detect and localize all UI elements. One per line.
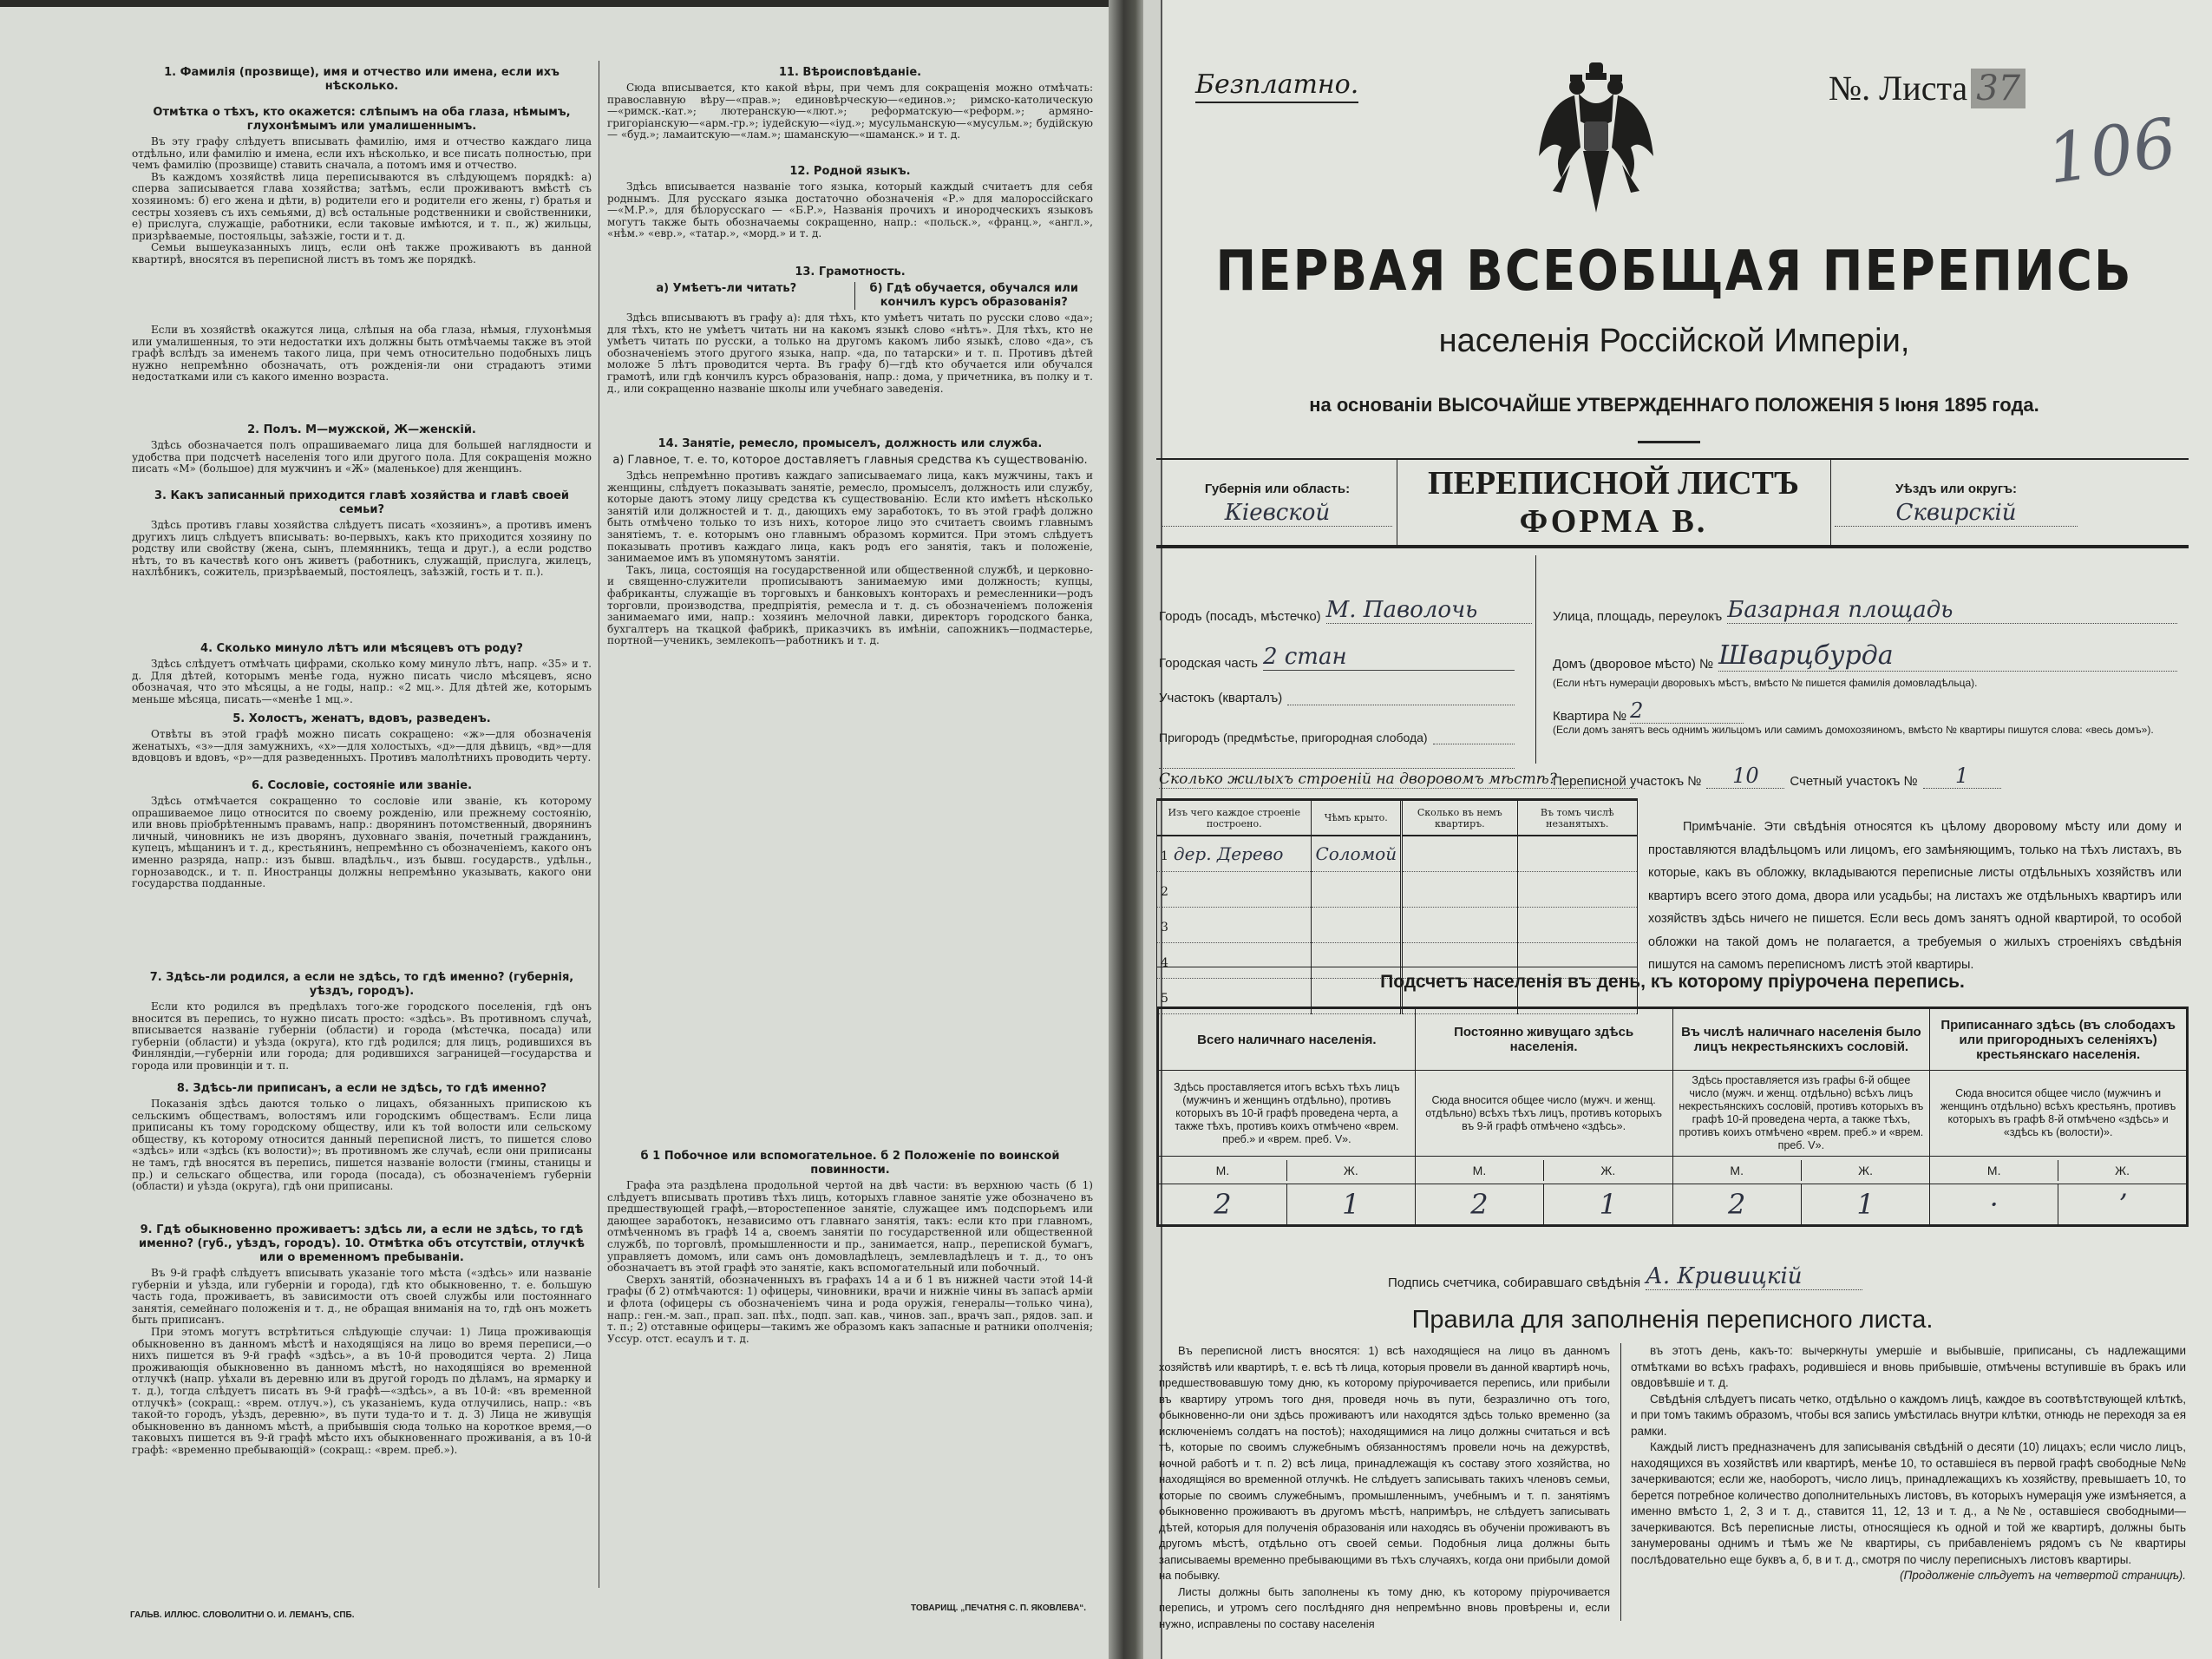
suburb-field	[1159, 731, 1515, 744]
apartment-label: Квартира №	[1553, 709, 1627, 724]
district-label: Участокъ (кварталъ)	[1159, 691, 1283, 705]
rules-heading: Правила для заполненія переписного листа.	[1411, 1306, 1934, 1334]
instruction-section	[132, 325, 592, 422]
section-heading: 2. Полъ. М—мужской, Ж—женскій.	[247, 423, 476, 436]
population-subtable	[1159, 1184, 1415, 1224]
population-heading: Подсчетъ населенія въ день, къ которому пріурочена перепись.	[1380, 972, 1965, 992]
population-column-title: Въ числѣ наличнаго населенія было лицъ некрестьянскихъ сословій.	[1672, 1008, 1930, 1071]
instruction-paragraph: Здѣсь отмѣчается сокращенно то сословіе или званіе, къ которому опрашиваемое лицо относится по своему рожденію, или прежнему состоянію, или вновь пріобрѣтеннымъ правамъ, напр.: дворянинъ потомственный, дворянинъ личный, чиновникъ не изъ дворянъ, духовнаго званія, почетный гражданинъ, купецъ, мѣщанинъ и т. д., крестьянинъ, непремѣнно съ обозначеніемъ, какого онъ именно разряда, напр.: изъ бывш. владѣльч., изъ бывш. государств., удѣльн., горнозаводск., и т. п. Иностранцы должны непремѣнно указывать, какого они государства подданные.	[132, 795, 592, 890]
structures-row	[1157, 871, 1638, 907]
sheet-label: №. Листа	[1829, 69, 1968, 108]
uezd-field	[1835, 482, 2078, 527]
gubernia-field	[1162, 482, 1392, 527]
divider	[1535, 555, 1536, 764]
structures-note: Примѣчаніе. Эти свѣдѣнія относятся къ цѣлому дворовому мѣсту или дому и проставляются владѣльцомъ или лицомъ, его замѣняющимъ, только на тѣхъ листахъ, въ которые, какъ въ обложку, вкладываются переписные листы отдѣльныхъ хозяйствъ или квартиръ всего этого дома, двора или усадьбы; на листахъ же отдѣльныхъ квартиръ или хозяйствъ здѣсь ничего не пишется. Если весь домъ занятъ одной квартирой, то особой обложки на такой домъ не полагается, а требуемыя о жилыхъ строеніяхъ свѣдѣнія пишутся на самомъ переписномъ листѣ этой квартиры.	[1648, 820, 2182, 972]
suburb-value	[1433, 731, 1515, 744]
city-part-value: 2 стан	[1263, 644, 1515, 671]
structures-header-cell: Чѣмъ крыто.	[1312, 801, 1402, 836]
male-label: М.	[1930, 1160, 2058, 1181]
instruction-paragraph: Здѣсь вписываютъ въ графу а): для тѣхъ, кто умѣетъ читать по русски слово «да»; для тѣхъ, кто не умѣетъ читать ни на какомъ языкѣ слово «нѣтъ». Для тѣхъ, кто не умѣетъ читать по русски, а только на другомъ какомъ либо языкѣ, слово «да», съ обозначеніемъ этого другого языка, напр. «да, по татарски» и т. п. Противъ дѣтей моложе 5 лѣтъ проводится черта. Въ графу б)—гдѣ кто обучается или обучался грамотѣ, или гдѣ кончилъ курсъ образованія, напр.: дома, у причетника, въ полку и т. д., или сокращенно названіе школы или учебнаго заведенія.	[607, 311, 1093, 395]
form-title	[1401, 464, 1826, 541]
section-heading: 8. Здѣсь-ли приписанъ, а если не здѣсь, то гдѣ именно?	[176, 1082, 547, 1095]
male-count: 2	[1159, 1184, 1286, 1224]
gubernia-value: Кіевской	[1162, 500, 1392, 527]
male-count: 2	[1673, 1184, 1802, 1224]
census-subtitle: населенія Россійской Имперіи,	[1438, 323, 1910, 359]
population-subrow	[1930, 1184, 2186, 1224]
divider	[1156, 458, 2189, 460]
instruction-paragraph: Семьи вышеуказанныхъ лицъ, если онѣ также проживаютъ въ данной квартирѣ, вносятся въ переписной листъ въ томъ же порядкѣ.	[132, 241, 592, 266]
printer-footer-right: ТОВАРИЩ. „ПЕЧАТНЯ С. П. ЯКОВЛЕВА“.	[911, 1603, 1087, 1613]
section-heading: 3. Какъ записанный приходится главѣ хозяйства и главѣ своей семьи?	[154, 489, 570, 516]
instructions-column-1	[132, 0, 592, 1597]
rules-continued-note: (Продолженіе слѣдуетъ на четвертой страницѣ).	[1900, 1569, 2186, 1582]
uezd-label: Уѣздъ или округъ:	[1895, 482, 2018, 496]
instruction-paragraph: Здѣсь непремѣнно противъ каждаго записываемаго лица, какъ мужчины, такъ и женщины, слѣдуетъ показывать занятіе, ремесло, промыселъ, должность или службу, которые даютъ этому лицу средства къ существованію. Если кто имѣетъ нѣсколько занятій или должностей и т. д., дающихъ ему заработокъ, то въ этой графѣ должно быть отмѣчено только то изъ нихъ, которое лицо это считаетъ своимъ главнымъ занятіемъ, т. е. которымъ оно главнымъ образомъ кормится. При этомъ слѣдуетъ показывать противъ каждаго лица, какъ родъ его занятія, такъ и положеніе, занимаемое имъ въ упомянутомъ занятіи.	[607, 469, 1093, 565]
structures-row	[1157, 836, 1638, 871]
population-subtable	[1416, 1184, 1672, 1224]
row-number: 2	[1161, 884, 1168, 899]
instruction-paragraph: Сюда вписывается, кто какой вѣры, при чемъ для сокращенія можно отмѣчать: православную вѣру—«прав.»; единовѣрческую—«единов.»; римско-католическую—«римск.-кат.»; лютеранскую—«лют.»; реформатскую—«реформ.»; армяно-григоріанскую—«арм.-гр.»; іудейскую—«іуд.»; мусульманскую—«мусульм.»; будійскую — «буд.»; ламаитскую—«лам.»; шаманскую—«шаманск.» и т. д.	[607, 82, 1093, 141]
district-value	[1287, 691, 1515, 705]
census-area-label: Переписной участокъ №	[1553, 774, 1702, 789]
structures-row	[1157, 907, 1638, 942]
section-heading: Отмѣтка о тѣхъ, кто окажется: слѣпымъ на оба глаза, нѣмымъ, глухонѣмымъ или умалишеннымъ.	[153, 106, 571, 133]
instruction-paragraph: Въ 9-й графѣ слѣдуетъ вписывать указаніе того мѣста («здѣсь» или названіе губерніи и уѣзда, или губерніи и города), гдѣ кто обыкновенно, т. е. большую часть года, проживаетъ, въ зависимости отъ своей службы или постояннаго занятія, семейнаго положенія и т. д., не обращая вниманія на то, гдѣ онъ можетъ быть приписанъ.	[132, 1267, 592, 1327]
population-column-description: Сюда вносится общее число (мужчинъ и женщинъ отдѣльно) всѣхъ крестьянъ, противъ которыхъ въ графѣ 8-й отмѣчено «здѣсь» и «здѣсь къ (волости)».	[1930, 1071, 2188, 1157]
instruction-paragraph: Графа эта раздѣлена продольной чертой на двѣ части: въ верхнюю часть (б 1) слѣдуетъ вписывать противъ тѣхъ лицъ, которыхъ главное занятіе уже обозначено въ предшествующей графѣ,—второстепенное занятіе, служащее имъ подспорьемъ или дающее заработокъ, независимо отъ главнаго занятія, такъ: если кто при главномъ, отмѣченномъ въ графѣ 14 а, своемъ занятіи по государственной или общественной службѣ, по торговлѣ, промышленности и пр., занимается, напр., перепиской бумагъ, управляетъ домомъ, или самъ онъ домовладѣлецъ, землевладѣлецъ и т. д., то онъ обозначаетъ въ этой графѣ это занятіе, какъ вспомогательный или побочный.	[607, 1179, 1093, 1275]
section-heading: 1. Фамилія (прозвище), имя и отчество или имена, если ихъ нѣсколько.	[164, 66, 560, 93]
section-heading: 7. Здѣсь-ли родился, а если не здѣсь, то гдѣ именно? (губернія, уѣздъ, городъ).	[149, 971, 574, 998]
population-column-title: Всего наличнаго населенія.	[1158, 1008, 1416, 1071]
population-subtable	[1930, 1160, 2186, 1181]
vacant-value	[1517, 836, 1637, 871]
structures-question: Сколько жилыхъ строеній на дворовомъ мѣстѣ?	[1159, 770, 1635, 789]
form-title-variant: ФОРМА В.	[1519, 503, 1708, 540]
instruction-section	[132, 712, 592, 777]
form-title-main: ПЕРЕПИСНОЙ ЛИСТЪ	[1428, 465, 1799, 502]
roof-value	[1312, 871, 1402, 907]
city-value: М. Паволочь	[1326, 597, 1532, 624]
rules-paragraph: въ этотъ день, какъ-то: вычеркнуты умершіе и выбывшіе, приписаны, съ надлежащими отмѣтками во всѣхъ графахъ, родившіеся и вновь прибывшіе, отмѣчены вступившіе въ бракъ или овдовѣвшіе и т. д.	[1631, 1344, 2186, 1389]
instruction-paragraph: Въ эту графу слѣдуетъ вписывать фамилію, имя и отчество каждаго лица отдѣльно, или фамилію и имена, если ихъ нѣсколько, и все писать полностью, при чемъ фамилію (прозвище) ставить сначала, а потомъ имя и отчество.	[132, 135, 592, 172]
census-area-value: 10	[1706, 764, 1784, 789]
instruction-paragraph: Въ каждомъ хозяйствѣ лица переписываются въ слѣдующемъ порядкѣ: а) сперва записывается глава хозяйства; затѣмъ, если проживаютъ вмѣстѣ съ хозяиномъ: б) его жена и дѣти, в) родители его и родители его жены, г) братья и сестры хозяевъ съ ихъ семьями, д) всѣ остальные родственники и свойственники, е) прислуга, служащіе, работники, если таковые имѣются, и т. п., ж) жильцы, призрѣваемые, постояльцы, заѣзжіе, гости и т. д.	[132, 170, 592, 242]
population-column-description: Здѣсь проставляется изъ графы 6-й общее число (мужч. и женщ. отдѣльно) всѣхъ лицъ некрестьянскихъ сословій, противъ которыхъ въ графѣ 10-й проведена черта, а также тѣхъ, противъ коихъ отмѣчено «врем. преб.» и «врем. преб. V».	[1672, 1071, 1930, 1157]
apartment-value: 2	[1630, 698, 1744, 724]
structures-header-cell: Въ томъ числѣ незанятыхъ.	[1517, 801, 1637, 836]
female-label: Ж.	[1600, 1163, 1616, 1177]
instruction-section	[607, 266, 1093, 436]
instruction-section	[132, 1082, 592, 1222]
city-field	[1159, 597, 1532, 624]
apartments-value	[1402, 907, 1517, 942]
population-subrow	[1159, 1160, 1415, 1181]
roof-value	[1312, 907, 1402, 942]
city-label: Городъ (посадъ, мѣстечко)	[1159, 609, 1321, 624]
population-subtable	[1416, 1160, 1672, 1181]
population-subtable	[1930, 1184, 2186, 1224]
subheading-a: а) Умѣетъ-ли читать?	[656, 282, 797, 295]
instruction-section	[132, 489, 592, 640]
house-value: Шварцбурда	[1718, 640, 2177, 672]
rules-paragraph: Въ переписной листъ вносятся: 1) всѣ находящіеся на лицо въ данномъ хозяйствѣ или квартирѣ, т. е. всѣ тѣ лица, которыя провели въ данной квартирѣ ночь, предшествовавшую тому дню, къ которому пріурочивается перепись, или прибыли въ квартиру утромъ того дня, проведя ночь въ пути, безразлично отъ того, обыкновенно-ли они здѣсь проживаютъ или находятся здѣсь только временно (за исключеніемъ солдатъ на постоѣ); находящимися на лицо должны считаться и всѣ тѣ, которые по своимъ служебнымъ обязанностямъ провели ночь на дежурствѣ, ночной работѣ и т. п. 2) всѣ лица, принадлежащія къ составу этого хозяйства, но находящіяся во временной отлучкѣ. Не слѣдуетъ записывать такихъ членовъ семьи, которые по своимъ служебнымъ, промышленнымъ, учебнымъ и т. п. занятіямъ обыкновенно проживаютъ въ другомъ мѣстѣ, напримѣръ, не слѣдуетъ записывать дѣтей, которыя для полученія образованія или находясь въ обученіи проживаютъ въ другомъ мѣстѣ, отдѣльно отъ своей семьи. Подобныя лица должны быть записываемы временно пребывающими въ тѣхъ случаяхъ, когда они прибыли домой на побывку.	[1159, 1344, 1610, 1582]
population-subtable	[1673, 1160, 1930, 1181]
blank-line	[1159, 768, 1515, 769]
section-heading: 13. Грамотность.	[795, 266, 906, 279]
female-count: 1	[1856, 1188, 1875, 1221]
coat-of-arms-icon	[1535, 61, 1657, 217]
section-heading: б 1 Побочное или вспомогательное. б 2 Положеніе по воинской повинности.	[640, 1150, 1060, 1177]
instruction-paragraph: Сверхъ занятій, обозначенныхъ въ графахъ 14 а и б 1 въ нижней части этой 14-й графы (б 2) отмѣчаются: 1) офицеры, чиновники, врачи и нижніе чины въ запасѣ армiи и флота (офицеры съ обозначеніемъ чина и рода оружія, генералы—только чина), напр.: ген.-м. зап., прап. зап. пѣх., подп. зап. кав., чинов. зап., врачъ зап., рядов. зап. и т. п.; 2) отставные офицеры—такимъ же образомъ какъ запасные и ратники ополченія; Уссур. отст. есаулъ и т. д.	[607, 1273, 1093, 1345]
apartments-value	[1402, 871, 1517, 907]
archive-number-handwritten: 106	[2042, 104, 2182, 200]
population-table	[1156, 1007, 2189, 1227]
book-spine	[1109, 0, 1147, 1659]
city-part-field	[1159, 644, 1515, 671]
sheet-number-value: 37	[1971, 69, 2025, 108]
population-subtable	[1673, 1184, 1930, 1224]
population-subcells	[1158, 1157, 1416, 1184]
instruction-paragraph: Показанія здѣсь даются только о лицахъ, обязанныхъ припискою къ сельскимъ обществамъ, волостямъ или городскимъ обществамъ. Если лица приписаны къ тому городскому обществу, или къ той волости или сельскому обществу, къ которому относится данный переписной листъ, то пишется слово «здѣсь» или «здѣсь (къ волости)»; въ противномъ же случаѣ, если они приписаны не тамъ, гдѣ вносятся въ перепись, пишется названіе волости (гмины, станицы и пр.) и сельскаго общества, или города (посада), съ обозначеніемъ губерніи (области) и уѣзда (округа), гдѣ они приписаны.	[132, 1098, 592, 1193]
population-subrow	[1930, 1160, 2186, 1181]
male-label: М.	[1416, 1160, 1544, 1181]
rules-column-2	[1631, 1343, 2186, 1629]
rules-paragraph: Свѣдѣнія слѣдуетъ писать четко, отдѣльно о каждомъ лицѣ, каждое въ соотвѣтствующей клѣткѣ, и при томъ такимъ образомъ, чтобы вся запись умѣстилась внутри клѣтки, отнюдь не переходя за ея рамки.	[1631, 1392, 2186, 1438]
section-heading: 6. Сословіе, состояніе или званіе.	[251, 779, 473, 792]
street-value: Базарная площадь	[1727, 597, 2177, 624]
instruction-paragraph: Здѣсь вписывается названіе того языка, который каждый считаетъ для себя роднымъ. Для русскаго языка достаточно обозначенія «Р.» для малороссійскаго—«М.Р.», для бѣлорусскаго — «Б.Р.», Названія прочихъ и инородческихъ языковъ могутъ также быть обозначаемы сокращенно, напр.: «польск.», «франц.», «англ.», «нѣм.» «евр.», «татар.», «морд.» и т. д.	[607, 180, 1093, 240]
vacant-value	[1517, 907, 1637, 942]
structures-header-cell: Изъ чего каждое строеніе построено.	[1157, 801, 1312, 836]
population-subtable	[1159, 1160, 1415, 1181]
section-heading: 12. Родной языкъ.	[789, 165, 911, 178]
house-note: (Если нѣтъ нумераціи дворовыхъ мѣстъ, вмѣсто № пишется фамилія домовладѣльца).	[1553, 677, 1978, 689]
rules-column-1	[1159, 1343, 1610, 1629]
structures-material-cell	[1157, 907, 1312, 942]
instruction-section	[132, 106, 592, 323]
structures-material-cell	[1157, 871, 1312, 907]
census-title: ПЕРВАЯ ВСЕОБЩАЯ ПЕРЕПИСЬ	[1215, 239, 2133, 304]
population-subcells	[1672, 1184, 1930, 1226]
instruction-section	[132, 971, 592, 1080]
material-value: дер. Дерево	[1173, 843, 1284, 864]
signature-field	[1388, 1263, 1862, 1290]
population-subrow	[1673, 1184, 1930, 1224]
instruction-section	[607, 165, 1093, 264]
section-heading: 5. Холостъ, женатъ, вдовъ, разведенъ.	[232, 712, 491, 725]
row-number: 5	[1161, 991, 1168, 1006]
instruction-paragraph: Отвѣты въ этой графѣ можно писать сокращено: «ж»—для обозначенія женатыхъ, «з»—для замужнихъ, «х»—для холостыхъ, «д»—для дѣвицъ, «вд»—для вдовцовъ и вдовъ, «р»—для разведенныхъ. Противъ малолѣтнихъ проводить черту.	[132, 728, 592, 764]
population-column-description: Здѣсь проставляется итогъ всѣхъ тѣхъ лицъ (мужчинъ и женщинъ отдѣльно), противъ которыхъ въ 10-й графѣ проведена черта, а также тѣхъ, противъ коихъ отмѣчено «врем. преб.» и «врем. преб. V».	[1158, 1071, 1416, 1157]
population-subcells	[1672, 1157, 1930, 1184]
section-heading: 4. Сколько минуло лѣтъ или мѣсяцевъ отъ роду?	[200, 642, 523, 655]
sheet-number-label	[1829, 68, 2025, 108]
signature-label: Подпись счетчика, собиравшаго свѣдѣнія	[1388, 1275, 1641, 1290]
instruction-section	[132, 423, 592, 488]
free-of-charge-label: Безплатно.	[1195, 69, 1358, 103]
female-count: ʼ	[2117, 1188, 2127, 1221]
divider	[1156, 545, 2189, 548]
rules-paragraph: Каждый листъ предназначенъ для записыванія свѣдѣній о десяти (10) лицахъ; если число лицъ, находящихся въ хозяйствѣ или квартирѣ, менѣе 10, то оставшіеся въ первой графѣ свободные №№ зачеркиваются; если же, наоборотъ, число лицъ, принадлежащихъ къ хозяйству, превышаетъ 10, то берется потребное количество дополнительныхъ листовъ, въ которыхъ нумерація уже измѣняется, а именно вмѣсто 1, 2, 3 и т. д., ставится 11, 12, 13 и т. д., а №№, оставшіеся свободными—зачеркиваются. Всѣ переписные листы, относящіеся къ одной и той же квартирѣ, должны быть занумерованы однимъ и тѣмъ же № квартиры, съ прибавленіемъ рядомъ съ № квартиры послѣдовательно еще буквъ а, б, в и т. д., смотря по числу переписныхъ листовъ квартиры.	[1631, 1440, 2186, 1566]
instruction-section	[132, 642, 592, 711]
instruction-section	[132, 66, 592, 104]
instruction-section	[607, 437, 1093, 1148]
instruction-paragraph: Если кто родился въ предѣлахъ того-же городского поселенія, гдѣ онъ вносится въ перепись, то нужно писать просто: «здѣсь». Въ противномъ случаѣ, вписывается названіе губерніи (области) и города (мѣстечка, посада) или губерніи (области) и уѣзда (округа), кто гдѣ родился; для лицъ, родившихся въ Финляндіи,—губерніи или города; для родившихся заграницей—государства и города или провинціи и т. п.	[132, 1000, 592, 1072]
section-heading: 14. Занятіе, ремесло, промыселъ, должность или служба.	[658, 437, 1043, 450]
suburb-label: Пригородъ (предмѣстье, пригородная слобода)	[1159, 731, 1428, 744]
uezd-value: Сквирскій	[1835, 500, 2078, 527]
population-subrow	[1159, 1184, 1415, 1224]
apartments-value	[1402, 836, 1517, 871]
female-count: 1	[1342, 1188, 1360, 1221]
population-subrow	[1673, 1160, 1930, 1181]
female-count: 1	[1599, 1188, 1617, 1221]
male-count: ·	[1930, 1184, 2058, 1224]
population-subcells	[1930, 1184, 2188, 1226]
census-area-field	[1553, 764, 2160, 789]
instruction-section	[132, 779, 592, 969]
column-divider	[1620, 1343, 1621, 1621]
instruction-paragraph: Здѣсь противъ главы хозяйства слѣдуетъ писать «хозяинъ», а противъ именъ другихъ лицъ слѣдуетъ вписывать: во-первыхъ, какъ кто приходится хозяину по родству или свойству (жена, сынъ, племянникъ, теща и друг.), а если родство нѣтъ, то въ качествѣ кого онъ живетъ (работникъ, служащій, прислуга, жилецъ, нахлѣбникъ, сожитель, призрѣваемый, постоялецъ, заѣзжій, гость и т. п.).	[132, 519, 592, 579]
female-label: Ж.	[1858, 1163, 1873, 1177]
section-subheading: а) Главное, т. е. то, которое доставляетъ главныя средства къ существованію.	[612, 454, 1088, 467]
population-column-description: Сюда вносится общее число (мужч. и женщ. отдѣльно) всѣхъ тѣхъ лицъ, противъ которыхъ въ 9-й графѣ отмѣчено «здѣсь».	[1415, 1071, 1672, 1157]
apartment-note: (Если домъ занятъ весь однимъ жильцомъ или самимъ домохозяиномъ, вмѣсто № квартиры пишутся слова: «весь домъ»).	[1553, 724, 2154, 736]
row-number: 4	[1161, 955, 1168, 970]
enumerator-signature: А. Кривицкій	[1646, 1263, 1862, 1290]
vacant-value	[1517, 871, 1637, 907]
population-subcells	[1415, 1184, 1672, 1226]
population-subrow	[1416, 1160, 1672, 1181]
city-part-label: Городская часть	[1159, 656, 1258, 671]
roof-value: Соломой	[1312, 836, 1402, 871]
census-legal-basis: на основаніи ВЫСОЧАЙШЕ УТВЕРЖДЕННАГО ПОЛОЖЕНІЯ 5 Іюня 1895 года.	[1309, 394, 2039, 416]
row-number: 3	[1161, 920, 1168, 934]
section-heading: 9. Гдѣ обыкновенно проживаетъ: здѣсь ли, а если не здѣсь, то гдѣ именно? (губ., уѣздъ, городъ). 10. Отмѣтка объ отсутствіи, отлучкѣ или о временномъ пребываніи.	[139, 1223, 585, 1264]
instruction-paragraph: Здѣсь обозначается полъ опрашиваемаго лица для большей наглядности и удобства при подсчетѣ населенія того или другого пола. Для сокращенія можно писать «М» (большое) для мужчинъ и «Ж» (маленькое) для женщинъ.	[132, 439, 592, 475]
female-label: Ж.	[2115, 1163, 2130, 1177]
male-label: М.	[1673, 1160, 1802, 1181]
literacy-subheadings	[607, 282, 1093, 310]
count-area-value: 1	[1923, 764, 2001, 789]
female-label: Ж.	[1343, 1163, 1358, 1177]
apartment-field	[1553, 698, 1744, 724]
structures-table	[1156, 798, 1638, 1006]
instruction-paragraph: Если въ хозяйствѣ окажутся лица, слѣпыя на оба глаза, нѣмыя, глухонѣмыя или умалишенныя, то эти недостатки ихъ должны быть отмѣчаемы также въ этой графѣ вслѣдъ за именемъ такого лица, при чемъ относительно подобныхъ лицъ нужно непремѣнно обозначать, отъ рожденія-ли они страдаютъ этими недостатками или съ какого именно возраста.	[132, 325, 592, 384]
divider	[1830, 458, 1831, 547]
structures-header-cell: Сколько въ немъ квартиръ.	[1402, 801, 1517, 836]
row-number: 1	[1161, 849, 1168, 863]
instruction-paragraph: Такъ, лица, состоящія на государственной или общественной службѣ, и церковно- и священно-служители прописываютъ занимаемую ими должность; купцы, фабриканты, служащіе въ торговыхъ и банковыхъ конторахъ и ремесленники—родъ торговли, производства, предпріятія, ремесла и т. д. съ обозначеніемъ положенія занимаемаго ими, напр.: хозяинъ мелочной лавки, директоръ городского банка, бухгалтеръ на ткацкой фабрикѣ, приказчикъ въ имѣніи, сапожникъ—подмастерье, портной—ученикъ, землекопъ—работникъ и т. д.	[607, 563, 1093, 647]
street-field	[1553, 597, 2177, 624]
population-subrow	[1416, 1184, 1672, 1224]
population-subcells	[1415, 1157, 1672, 1184]
divider	[1638, 441, 1700, 443]
count-area-label: Счетный участокъ №	[1790, 774, 1918, 789]
house-field	[1553, 640, 2177, 672]
instructions-column-2	[607, 0, 1093, 1597]
instruction-section	[132, 1223, 592, 1595]
population-column-title: Приписаннаго здѣсь (въ слободахъ или пригородныхъ селеніяхъ) крестьянскаго населенія.	[1930, 1008, 2188, 1071]
male-count: 2	[1416, 1184, 1544, 1224]
instruction-paragraph: Здѣсь слѣдуетъ отмѣчать цифрами, сколько кому минуло лѣтъ, напр. «35» и т. д. Для дѣтей, которымъ менѣе года, нужно писать число мѣсяцевъ, ясно обозначая, что это мѣсяцы, а не годы, напр.: «2 мц.». Для дѣтей же, которымъ меньше мѣсяца, писать—«менѣе 1 мц.».	[132, 658, 592, 705]
district-field	[1159, 691, 1515, 705]
population-column-title: Постоянно живущаго здѣсь населенія.	[1415, 1008, 1672, 1071]
population-subcells	[1158, 1184, 1416, 1226]
section-heading: 11. Вѣроисповѣданіе.	[778, 66, 922, 79]
rules-paragraph: Листы должны быть заполнены къ тому дню, къ которому пріурочивается перепись, и утромъ сего послѣдняго дня непремѣнно вновь провѣрены и, если нужно, исправлены по составу населенія	[1159, 1584, 1610, 1629]
instruction-section	[607, 66, 1093, 163]
instruction-section	[607, 1150, 1093, 1595]
gubernia-label: Губернія или область:	[1204, 482, 1351, 496]
house-label: Домъ (дворовое мѣсто) №	[1553, 657, 1714, 672]
subheading-b: б) Гдѣ обучается, обучался или кончилъ курсъ образованія?	[854, 282, 1094, 310]
structures-material-cell	[1157, 836, 1312, 871]
street-label: Улица, площадь, переулокъ	[1553, 609, 1723, 624]
male-label: М.	[1159, 1160, 1286, 1181]
instruction-paragraph: При этомъ могутъ встрѣтиться слѣдующіе случаи: 1) Лица проживающія обыкновенно въ данномъ мѣстѣ и находящіяся на лицо во время переписи,—о нихъ пишется въ 9-й графѣ «здѣсь», а въ 10-й проводится черта. 2) Лица проживающія обыкновенно въ данномъ мѣстѣ, но находящіяся во временной отлучкѣ (напр. уѣхали въ деревню или въ другой городъ по дѣламъ, на ярмарку и т. д.), тогда слѣдуетъ писать въ 9-й графѣ—«здѣсь», а въ 10-й: «въ временной отлучкѣ» (сокращ.: «врем. отлуч.»), съ указаніемъ, куда отлучились, напр.: «въ такой-то городъ, уѣздъ, деревню», въ пути туда-то и т. д. 3) Лица не живущія обыкновенно въ данномъ мѣстѣ, а прибывшія сюда только на короткое время,—о таковыхъ пишется въ 9-й графѣ мѣсто ихъ обыкновеннаго проживанія, а въ 10-й графѣ: «временно пребывающій» (сокращ.: «врем. преб.»).	[132, 1325, 592, 1456]
population-subcells	[1930, 1157, 2188, 1184]
printer-footer-left: ГАЛЬВ. ИЛЛЮС. СЛОВОЛИТНИ О. И. ЛЕМАНЪ, СПБ.	[130, 1610, 355, 1620]
